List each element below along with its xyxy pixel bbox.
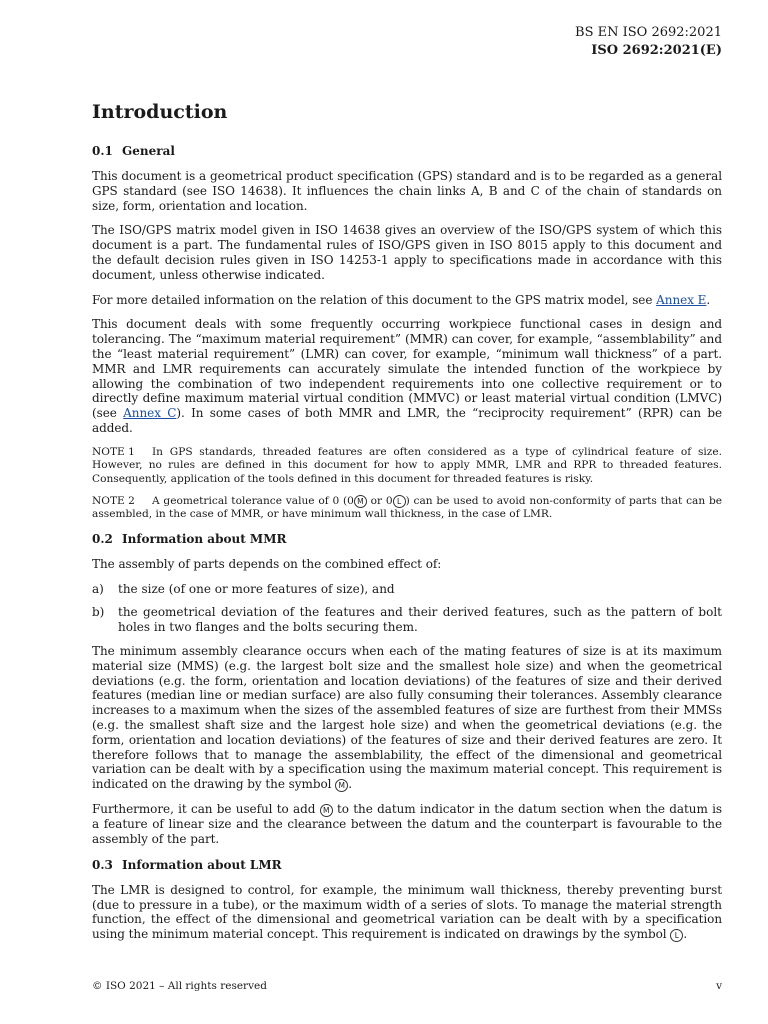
mmr-symbol-icon: M — [320, 804, 333, 817]
header-standard-bs: BS EN ISO 2692:2021 — [575, 25, 722, 40]
note-text: In GPS standards, threaded features are often considered as a type of cylindrical feature of size. However, no rules are defined in this document for how to apply MMR, LMR and RPR to threaded features. Consequently, application of the tools defined in this document for threaded features is risky. — [92, 445, 722, 485]
list-marker: a) — [92, 581, 104, 596]
text: Furthermore, it can be useful to add — [92, 802, 320, 817]
text: . — [683, 927, 688, 942]
paragraph-mmr-3 — [92, 802, 722, 847]
page — [92, 0, 722, 1024]
list-item — [92, 582, 722, 597]
note-label: NOTE 2 — [92, 494, 135, 507]
paragraph-general-3 — [92, 293, 722, 308]
section-title: Information about LMR — [122, 857, 282, 872]
paragraph-general-2: The ISO/GPS matrix model given in ISO 14638 gives an overview of the ISO/GPS system of which this document is a part. The fundamental rules of ISO/GPS given in ISO 8015 apply to this document and the default decision rules given in ISO 14253-1 apply to specifications made in accordance with this document, unless otherwise indicated. — [92, 223, 722, 282]
text: For more detailed information on the relation of this document to the GPS matrix model, see — [92, 292, 657, 307]
section-0-2-heading — [92, 531, 722, 547]
page-number: v — [716, 980, 722, 992]
note-text: ) can be used to avoid non-conformity of parts that can be assembled, in the case of MMR, or have minimum wall thickness, in the case of LMR. — [92, 494, 723, 521]
lmr-symbol-icon: L — [670, 929, 683, 942]
list-item — [92, 605, 722, 635]
lmr-symbol-icon: L — [393, 495, 406, 508]
header-standard-iso: ISO 2692:2021(E) — [591, 43, 722, 58]
section-number: 0.1 — [92, 144, 113, 158]
document-body — [92, 100, 722, 952]
annex-e-link[interactable]: Annex E — [656, 292, 707, 307]
text: to the datum indicator in the datum section when the datum is a feature of linear size and the clearance between the datum and the counterpart is favourable to the assembly of the part. — [92, 802, 722, 846]
text: . — [348, 777, 352, 792]
text: The minimum assembly clearance occurs when each of the mating features of size is at its maximum material size (MMS) (e.g. the largest bolt size and the smallest hole size) and when the geometrical deviations (e.g. the form, orientation and location deviations) of the features of size and their derived features (median line or median surface) are also fully consuming their tolerances. Assembly clearance increases to a maximum when the sizes of the assembled features of size are furthest from their MMSs (e.g. the smallest shaft size and the largest hole size) and when the geometrical deviations (e.g. the form, orientation and location deviations) of the features of size and their derived features are zero. It therefore follows that to manage the assemblability, the effect of the dimensional and geometrical variation can be dealt with by a specification using the maximum material concept. This requirement is indicated on the drawing by the symbol — [92, 643, 722, 792]
paragraph-mmr-2 — [92, 644, 722, 792]
note-2 — [92, 495, 722, 522]
mmr-symbol-icon: M — [354, 495, 367, 508]
section-0-3-heading — [92, 857, 722, 873]
section-title: Information about MMR — [122, 531, 287, 546]
text: The LMR is designed to control, for example, the minimum wall thickness, thereby preventing burst (due to pressure in a tube), or the maximum width of a series of slots. To manage the material strength function, the effect of the dimensional and geometrical variation can be dealt with by a specification using the minimum material concept. This requirement is indicated on drawings by the symbol — [92, 882, 722, 942]
list-text: the size (of one or more features of size), and — [118, 581, 395, 596]
note-label: NOTE 1 — [92, 445, 135, 458]
section-0-1-heading — [92, 143, 722, 159]
text: . — [706, 292, 711, 307]
paragraph-general-4 — [92, 317, 722, 435]
page-title: Introduction — [92, 101, 228, 123]
note-text: A geometrical tolerance value of 0 (0 — [152, 494, 354, 507]
paragraph-lmr-1 — [92, 883, 722, 942]
annex-c-link[interactable]: Annex C — [123, 406, 177, 421]
list-text: the geometrical deviation of the features and their derived features, such as the pattern of bolt holes in two flanges and the bolts securing them. — [118, 605, 722, 635]
list-marker: b) — [92, 605, 105, 620]
paragraph-general-1: This document is a geometrical product specification (GPS) standard and is to be regarded as a general GPS standard (see ISO 14638). It influences the chain links A, B and C of the chain of standards on size, form, orientation and location. — [92, 169, 722, 213]
note-1 — [92, 446, 722, 486]
section-number: 0.2 — [92, 531, 113, 546]
text: This document deals with some frequently occurring workpiece functional cases in design and tolerancing. The “maximum material requirement” (MMR) can cover, for example, “assemblability” and the “least material requirement” (LMR) can cover, for example, “minimum wall thickness” of a part. MMR and LMR requirements can accurately simulate the intended function of the workpiece by allowing the combination of two independent requirements into one collective requirement or to directly define maximum material virtual condition (MMVC) or least material virtual condition (LMVC) (see — [92, 317, 722, 421]
page-footer — [92, 980, 722, 992]
text: ). In some cases of both MMR and LMR, the “reciprocity requirement” (RPR) can be added. — [92, 406, 723, 435]
paragraph-mmr-1: The assembly of parts depends on the combined effect of: — [92, 556, 442, 571]
section-number: 0.3 — [92, 857, 113, 872]
mmr-symbol-icon: M — [335, 779, 348, 792]
note-text: or 0 — [366, 494, 393, 507]
section-title: General — [122, 144, 175, 158]
copyright: © ISO 2021 – All rights reserved — [92, 980, 267, 992]
